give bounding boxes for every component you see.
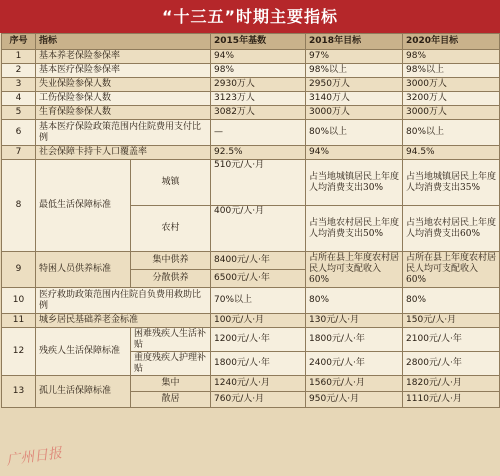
cell-2018: 80%	[306, 288, 403, 314]
sub-label: 散居	[131, 392, 211, 408]
table-row	[2, 50, 500, 64]
row-no: 2	[2, 64, 36, 78]
cell-2015: 98%	[211, 64, 306, 78]
cell-2018: 2400元/人·年	[306, 352, 403, 376]
cell-2020: 98%	[403, 50, 500, 64]
row-no: 9	[2, 252, 36, 288]
row-name: 特困人员供养标准	[36, 252, 131, 288]
row-name: 社会保障卡持卡人口覆盖率	[36, 146, 211, 160]
cell-2015: 8400元/人·年	[211, 252, 306, 270]
cell-2020: 3200万人	[403, 92, 500, 106]
row-no: 5	[2, 106, 36, 120]
cell-2018: 1560元/人·月	[306, 376, 403, 392]
row-name: 城乡居民基础养老金标准	[36, 314, 211, 328]
newspaper-watermark: 广州日报	[5, 445, 63, 469]
row-name: 基本养老保险参保率	[36, 50, 211, 64]
page-title: “十三五”时期主要指标	[0, 0, 500, 33]
table-row	[2, 92, 500, 106]
header-2015: 2015年基数	[211, 34, 306, 50]
cell-2020: 80%	[403, 288, 500, 314]
table-row	[2, 314, 500, 328]
cell-2020: 98%以上	[403, 64, 500, 78]
table-row	[2, 78, 500, 92]
cell-2018: 950元/人·月	[306, 392, 403, 408]
cell-2018: 80%以上	[306, 120, 403, 146]
cell-2018: 98%以上	[306, 64, 403, 78]
row-name: 基本医疗保险参保率	[36, 64, 211, 78]
row-name: 生育保险参保人数	[36, 106, 211, 120]
table-row	[2, 160, 500, 206]
cell-2015: 92.5%	[211, 146, 306, 160]
cell-2018: 占当地城镇居民上年度人均消费支出30%	[306, 160, 403, 206]
cell-2015: 1200元/人·年	[211, 328, 306, 352]
cell-2015: 2930万人	[211, 78, 306, 92]
cell-2015: 3123万人	[211, 92, 306, 106]
cell-2015: —	[211, 120, 306, 146]
cell-2015: 94%	[211, 50, 306, 64]
table-row	[2, 120, 500, 146]
cell-2020: 1820元/人·月	[403, 376, 500, 392]
row-no: 12	[2, 328, 36, 376]
row-name: 医疗救助政策范围内住院自负费用救助比例	[36, 288, 211, 314]
row-name: 工伤保险参保人数	[36, 92, 211, 106]
row-no: 6	[2, 120, 36, 146]
cell-2018: 130元/人·月	[306, 314, 403, 328]
row-name: 孤儿生活保障标准	[36, 376, 131, 408]
row-no: 11	[2, 314, 36, 328]
row-no: 3	[2, 78, 36, 92]
sub-label: 城镇	[131, 160, 211, 206]
cell-2018: 97%	[306, 50, 403, 64]
row-no: 1	[2, 50, 36, 64]
cell-2020: 2800元/人·年	[403, 352, 500, 376]
sub-label: 集中	[131, 376, 211, 392]
cell-2018: 3000万人	[306, 106, 403, 120]
cell-2018: 94%	[306, 146, 403, 160]
cell-2020: 3000万人	[403, 106, 500, 120]
cell-2015: 100元/人·月	[211, 314, 306, 328]
row-no: 4	[2, 92, 36, 106]
header-no: 序号	[2, 34, 36, 50]
row-name: 残疾人生活保障标准	[36, 328, 131, 376]
header-2018: 2018年目标	[306, 34, 403, 50]
cell-2015: 3082万人	[211, 106, 306, 120]
table-row	[2, 288, 500, 314]
row-no: 7	[2, 146, 36, 160]
cell-2020: 150元/人·月	[403, 314, 500, 328]
cell-2018: 占所在县上年度农村居民人均可支配收入60%	[306, 252, 403, 288]
cell-2018: 2950万人	[306, 78, 403, 92]
cell-2020: 1110元/人·月	[403, 392, 500, 408]
row-name: 最低生活保障标准	[36, 160, 131, 252]
cell-2015: 70%以上	[211, 288, 306, 314]
cell-2020: 占当地城镇居民上年度人均消费支出35%	[403, 160, 500, 206]
cell-2018: 占当地农村居民上年度人均消费支出50%	[306, 206, 403, 252]
sub-label: 农村	[131, 206, 211, 252]
cell-2015: 6500元/人·年	[211, 270, 306, 288]
cell-2020: 3000万人	[403, 78, 500, 92]
cell-2015: 760元/人·月	[211, 392, 306, 408]
cell-2020: 80%以上	[403, 120, 500, 146]
table-row	[2, 376, 500, 392]
cell-2020: 占所在县上年度农村居民人均可支配收入60%	[403, 252, 500, 288]
row-name: 失业保险参保人数	[36, 78, 211, 92]
table-row	[2, 106, 500, 120]
cell-2015: 400元/人·月	[211, 206, 306, 252]
cell-2018: 1800元/人·年	[306, 328, 403, 352]
row-no: 13	[2, 376, 36, 408]
cell-2015: 1240元/人·月	[211, 376, 306, 392]
header-indicator: 指标	[36, 34, 211, 50]
sub-label: 重度残疾人护理补贴	[131, 352, 211, 376]
header-row	[2, 34, 500, 50]
cell-2020: 94.5%	[403, 146, 500, 160]
sub-label: 困难残疾人生活补贴	[131, 328, 211, 352]
cell-2015: 1800元/人·年	[211, 352, 306, 376]
cell-2020: 2100元/人·年	[403, 328, 500, 352]
table-row	[2, 64, 500, 78]
cell-2018: 3140万人	[306, 92, 403, 106]
indicators-table	[1, 33, 500, 408]
table-row	[2, 328, 500, 352]
sub-label: 分散供养	[131, 270, 211, 288]
table-row	[2, 146, 500, 160]
table-row	[2, 252, 500, 270]
row-no: 10	[2, 288, 36, 314]
cell-2015: 510元/人·月	[211, 160, 306, 206]
row-no: 8	[2, 160, 36, 252]
sub-label: 集中供养	[131, 252, 211, 270]
cell-2020: 占当地农村居民上年度人均消费支出60%	[403, 206, 500, 252]
row-name: 基本医疗保险政策范围内住院费用支付比例	[36, 120, 211, 146]
header-2020: 2020年目标	[403, 34, 500, 50]
